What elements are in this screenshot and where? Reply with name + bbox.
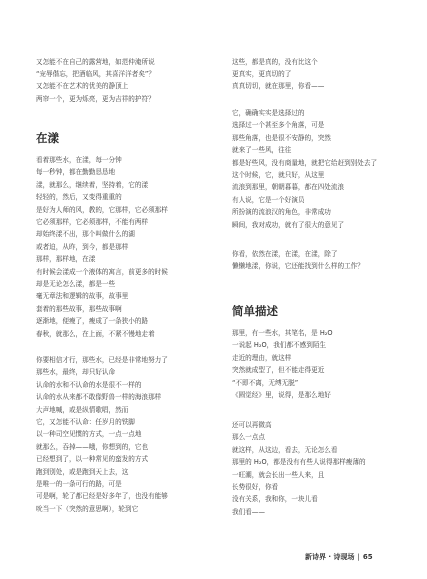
poem-line: 那里，有一些水，其笔名，是 H₂O — [232, 329, 333, 337]
poem-line: 走近的理由，就这样 — [232, 353, 292, 362]
poem-line: 就这样，从这边，看去，无论怎么看 — [232, 445, 338, 454]
poem-line: 每一秒钟，都在勤勤恳恳地 — [36, 168, 116, 177]
poem-line: 春秋，就那么，在上面，不紧不慢地走着 — [36, 329, 155, 338]
poem-line: 所扮演的流浪汉的角色，非常成功 — [232, 208, 331, 217]
poem-line: 更真实，更真切的了 — [232, 70, 292, 79]
poem-line: 已经想到了，以一种常见的蛮发的方式 — [36, 455, 149, 464]
poem-line: 却始终漾不出，那个叫做什么的湖 — [36, 230, 135, 239]
poem-line: 那样，那样地，在漾 — [36, 255, 96, 264]
poem-line: 真真切切，就在那里，你看—— — [232, 82, 325, 91]
journal-name: 新诗界 · 诗现场 — [305, 553, 355, 561]
poem-line: 吮当一下（突然的意思啊），轮到它 — [36, 504, 139, 513]
section-title: 在漾 — [36, 131, 59, 145]
poem-line: 一说起 H₂O，我们都不感到陌生 — [232, 341, 327, 350]
poem-line: 就来了一些风，往往 — [232, 146, 292, 155]
poem-line: “不即不离，无缚无脱” — [232, 378, 299, 387]
poem-line: 有人说，它是一个好演员 — [232, 195, 305, 204]
poem-line: 以一种司空见惯的方式，一点一点地 — [36, 430, 142, 439]
poem-line: 你看，依然在漾，在漾，在漾，除了 — [232, 250, 338, 258]
poem-line: 长势很好，你看 — [232, 483, 279, 491]
poem-line: 认命的水和不认命的水是很不一样的 — [36, 380, 142, 389]
poem-line: 那么一点点 — [232, 433, 265, 442]
poem-line: 漾，就那么，继续着，坚持着，它的漾 — [36, 180, 149, 189]
page-number: 65 — [362, 553, 373, 561]
poem-line: 我们看—— — [232, 507, 265, 516]
poem-line: 还可以再微高 — [232, 421, 272, 429]
poem-line: 跑到别处，或是跑到天上去，这 — [36, 467, 129, 476]
poem-line: 那里的 H₂O，都是没有有些人说得那样瘦薄的 — [232, 458, 366, 467]
poem-line: “宠辱偕忘，把酒临风，其喜洋洋者矣”？ — [36, 70, 155, 79]
poem-line: 瞬间，我对成功，就有了很大的意见了 — [232, 220, 345, 229]
poem-line: 逐渐地，便瘦了，瘦成了一条狭小的路 — [36, 317, 149, 326]
poem-line: 两帘一个，更为烁亮，更为吉祥的护符？ — [36, 94, 155, 103]
poem-line: 就那么，吞掉——哦，你想到的，它也 — [36, 442, 149, 451]
footer-separator: | — [357, 553, 360, 561]
poem-line: 大声地喊，或是纵情歌唱，然而 — [36, 405, 129, 414]
poem-line: 是唯一的一条可行的路，可是 — [36, 480, 122, 488]
poem-line: 流浪到那里，朝朝暮暮，都在四处流浪 — [232, 183, 345, 192]
poem-line: 又怎能不在自己的露营地，如范仲淹所说 — [36, 58, 155, 66]
poem-line: 那些水，最终，却只好认命 — [36, 368, 116, 377]
poem-line: 这个时候，它，就只好，从这里 — [232, 171, 325, 179]
poem-line: 都是好些风，没有商量地，就把它给赶到别处去了 — [232, 158, 378, 167]
section-title: 简单描述 — [232, 304, 278, 318]
poem-line: 却是无论怎么漾，都是一些 — [36, 280, 116, 288]
poem-line: 毫无章法和逻辑的故事，故事里 — [36, 292, 129, 301]
poem-line: 看着那些水，在漾，每一分钟 — [36, 156, 122, 164]
poem-line: 它，又怎能不认命：任岁月的铁脚 — [36, 418, 135, 426]
poem-line: 这些，都是真的，没有比这个 — [232, 58, 318, 66]
poem-line: 你要相信才行，那些水，已经是非常地努力了 — [36, 356, 168, 364]
poem-line: 认命的水从来都不敢像野兽一样的海浪那样 — [36, 393, 162, 402]
page-footer — [305, 552, 373, 562]
poem-line: 又怎能不在艺术的优美的静顶上 — [36, 82, 129, 91]
poem-line: 《圆觉经》里，说得，是那么地好 — [232, 391, 331, 399]
poem-line: 那些角落，也是很不安静的，突然 — [232, 133, 331, 142]
poem-line: 一旺潮，就会长出一些人来，且 — [232, 470, 325, 479]
poem-line: 是好为人师的风，教的，它那样，它必须那样 — [36, 205, 168, 214]
poem-line: 突然就成型了，但不能走得更近 — [232, 366, 325, 375]
poem-line: 有时候会漾成一个液体的寓言，前更多的时候 — [36, 267, 168, 276]
poem-line: 套着的那些故事，那些故事啊 — [36, 304, 122, 313]
poem-line: 或者迫，从昨，到今，都是那样 — [36, 242, 129, 251]
poem-line: 它，确确实实是选择过的 — [232, 109, 305, 117]
poem-line: 可是啊，轮了都已经是好多年了，也没有能够 — [36, 492, 168, 501]
poem-line: 选择过一个甚至多个角落，可是 — [232, 121, 325, 130]
poem-line: 懒懒地漾，你说，它还能找到什么样的工作？ — [232, 262, 364, 271]
poem-line: 没有关系，我和你，一块儿看 — [232, 495, 318, 504]
poem-line: 轻轻的，然后，又变得重重的 — [36, 193, 122, 202]
poem-line: 它必须那样，它必须那样，不能有两样 — [36, 218, 149, 226]
